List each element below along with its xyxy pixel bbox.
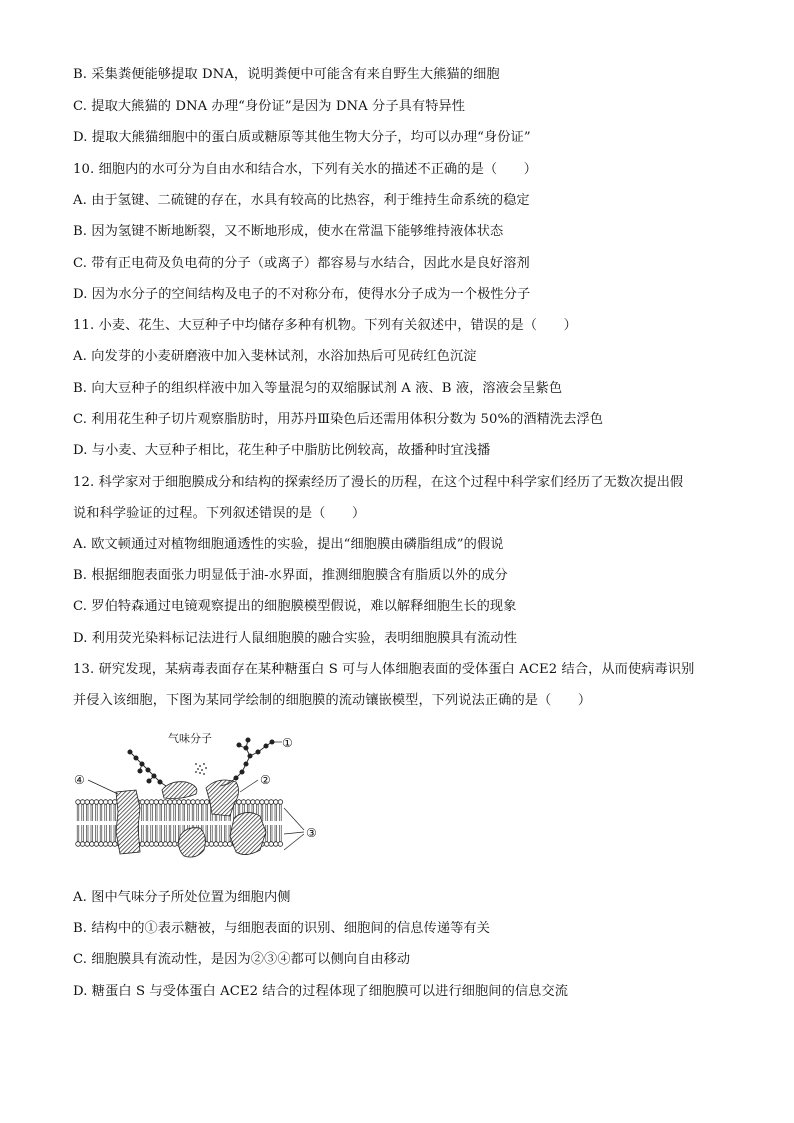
phospholipid-top bbox=[76, 800, 81, 821]
q11-stem: 11. 小麦、花生、大豆种子中均储存多种有机物。下列有关叙述中，错误的是（ ） bbox=[73, 318, 577, 333]
phospholipid-bottom bbox=[85, 825, 90, 846]
bottom-protein-left bbox=[179, 828, 206, 857]
q12-option-a: A. 欧文顿通过对植物细胞通透性的实验，提出“细胞膜由磷脂组成”的假说 bbox=[73, 537, 504, 552]
q11-option-d: D. 与小麦、大豆种子相比，花生种子中脂肪比例较高，故播种时宜浅播 bbox=[73, 443, 491, 458]
phospholipid-top bbox=[172, 800, 177, 821]
phospholipid-top bbox=[168, 800, 173, 821]
q13-option-b: B. 结构中的①表示糖被，与细胞表面的识别、细胞间的信息传递等有关 bbox=[73, 921, 490, 936]
phospholipid-bottom bbox=[140, 825, 145, 846]
phospholipid-bottom bbox=[218, 825, 223, 846]
q13-option-a: A. 图中气味分子所处位置为细胞内侧 bbox=[73, 890, 291, 905]
phospholipid-top bbox=[113, 800, 118, 821]
phospholipid-top bbox=[159, 800, 164, 821]
q11-option-b: B. 向大豆种子的组织样液中加入等量混匀的双缩脲试剂 A 液、B 液，溶液会呈紫色 bbox=[73, 381, 563, 396]
bottom-protein-right bbox=[230, 812, 266, 854]
phospholipid-top bbox=[278, 800, 283, 821]
phospholipid-top bbox=[90, 800, 95, 821]
q9-option-c: C. 提取大熊猫的 DNA 办理“身份证”是因为 DNA 分子具有特异性 bbox=[73, 99, 466, 114]
phospholipid-top bbox=[182, 800, 187, 821]
membrane-model-figure bbox=[70, 728, 330, 868]
phospholipid-top bbox=[103, 800, 108, 821]
phospholipid-top bbox=[163, 800, 168, 821]
label-4: ④ bbox=[74, 773, 85, 787]
q11-option-a: A. 向发芽的小麦研磨液中加入斐林试剂，水浴加热后可见砖红色沉淀 bbox=[73, 349, 477, 364]
sugar-chain-left bbox=[128, 750, 166, 786]
phospholipid-top bbox=[195, 800, 200, 821]
q12-option-d: D. 利用荧光染料标记法进行人鼠细胞膜的融合实验，表明细胞膜具有流动性 bbox=[73, 631, 517, 646]
phospholipid-top bbox=[108, 800, 113, 821]
phospholipid-top bbox=[94, 800, 99, 821]
label-1: ① bbox=[282, 736, 293, 750]
phospholipid-bottom bbox=[80, 825, 85, 846]
q10-option-a: A. 由于氢键、二硫键的存在，水具有较高的比热容，利于维持生命系统的稳定 bbox=[73, 193, 530, 208]
q10-option-c: C. 带有正电荷及负电荷的分子（或离子）都容易与水结合，因此水是良好溶剂 bbox=[73, 256, 530, 271]
phospholipid-top bbox=[145, 800, 150, 821]
phospholipid-bottom bbox=[163, 825, 168, 846]
phospholipid-top bbox=[149, 800, 154, 821]
q12-stem-cont: 说和科学验证的过程。下列叙述错误的是（ ） bbox=[73, 506, 366, 521]
phospholipid-bottom bbox=[274, 825, 279, 846]
q10-option-b: B. 因为氢键不断地断裂，又不断地形成，使水在常温下能够维持液体状态 bbox=[73, 224, 504, 239]
label-3: ③ bbox=[306, 826, 317, 840]
phospholipid-top bbox=[186, 800, 191, 821]
phospholipid-bottom bbox=[108, 825, 113, 846]
phospholipid-bottom bbox=[76, 825, 81, 846]
phospholipid-top bbox=[140, 800, 145, 821]
phospholipid-top bbox=[99, 800, 104, 821]
phospholipid-top bbox=[154, 800, 159, 821]
q9-option-d: D. 提取大熊猫细胞中的蛋白质或糖原等其他生物大分子，均可以办理“身份证” bbox=[73, 130, 531, 145]
phospholipid-bottom bbox=[168, 825, 173, 846]
label-2: ② bbox=[260, 773, 271, 787]
q13-stem: 13. 研究发现，某病毒表面存在某种糖蛋白 S 可与人体细胞表面的受体蛋白 ACE2 结合，从而使病毒识别 bbox=[73, 662, 695, 677]
q13-option-c: C. 细胞膜具有流动性，是因为②③④都可以侧向自由移动 bbox=[73, 952, 411, 967]
phospholipid-bottom bbox=[99, 825, 104, 846]
odor-molecules bbox=[195, 763, 207, 775]
phospholipid-bottom bbox=[103, 825, 108, 846]
odor-molecule-label: 气味分子 bbox=[168, 732, 212, 745]
q10-option-d: D. 因为水分子的空间结构及电子的不对称分布，使得水分子成为一个极性分子 bbox=[73, 287, 531, 302]
phospholipid-bottom bbox=[94, 825, 99, 846]
phospholipid-bottom bbox=[269, 825, 274, 846]
q13-stem-cont: 并侵入该细胞，下图为某同学绘制的细胞膜的流动镶嵌模型，下列说法正确的是（ ） bbox=[73, 693, 592, 708]
phospholipid-top bbox=[200, 800, 205, 821]
protein-4 bbox=[116, 790, 140, 854]
phospholipid-bottom bbox=[159, 825, 164, 846]
phospholipid-bottom bbox=[209, 825, 214, 846]
q12-stem: 12. 科学家对于细胞膜成分和结构的探索经历了漫长的历程，在这个过程中科学家们经历了无数次提出假 bbox=[73, 475, 684, 490]
phospholipid-top bbox=[269, 800, 274, 821]
phospholipid-top bbox=[274, 800, 279, 821]
phospholipid-top bbox=[191, 800, 196, 821]
q11-option-c: C. 利用花生种子切片观察脂肪时，用苏丹Ⅲ染色后还需用体积分数为 50%的酒精洗去浮色 bbox=[73, 412, 604, 427]
phospholipid-bottom bbox=[278, 825, 283, 846]
q9-option-b: B. 采集粪便能够提取 DNA，说明粪便中可能含有来自野生大熊猫的细胞 bbox=[73, 67, 500, 82]
q10-stem: 10. 细胞内的水可分为自由水和结合水，下列有关水的描述不正确的是（ ） bbox=[73, 162, 538, 177]
q12-option-c: C. 罗伯特森通过电镜观察提出的细胞膜模型假说，难以解释细胞生长的现象 bbox=[73, 599, 517, 614]
phospholipid-top bbox=[85, 800, 90, 821]
phospholipid-bottom bbox=[90, 825, 95, 846]
phospholipid-bottom bbox=[214, 825, 219, 846]
q13-option-d: D. 糖蛋白 S 与受体蛋白 ACE2 结合的过程体现了细胞膜可以进行细胞间的信息交流 bbox=[73, 984, 569, 999]
phospholipid-top bbox=[205, 800, 210, 821]
phospholipid-top bbox=[80, 800, 85, 821]
phospholipid-top bbox=[264, 800, 269, 821]
peripheral-protein bbox=[162, 782, 197, 799]
phospholipid-bottom bbox=[149, 825, 154, 846]
q12-option-b: B. 根据细胞表面张力明显低于油-水界面，推测细胞膜含有脂质以外的成分 bbox=[73, 568, 508, 583]
phospholipid-bottom bbox=[223, 825, 228, 846]
phospholipid-bottom bbox=[172, 825, 177, 846]
phospholipid-bottom bbox=[154, 825, 159, 846]
phospholipid-top bbox=[177, 800, 182, 821]
phospholipid-bottom bbox=[145, 825, 150, 846]
